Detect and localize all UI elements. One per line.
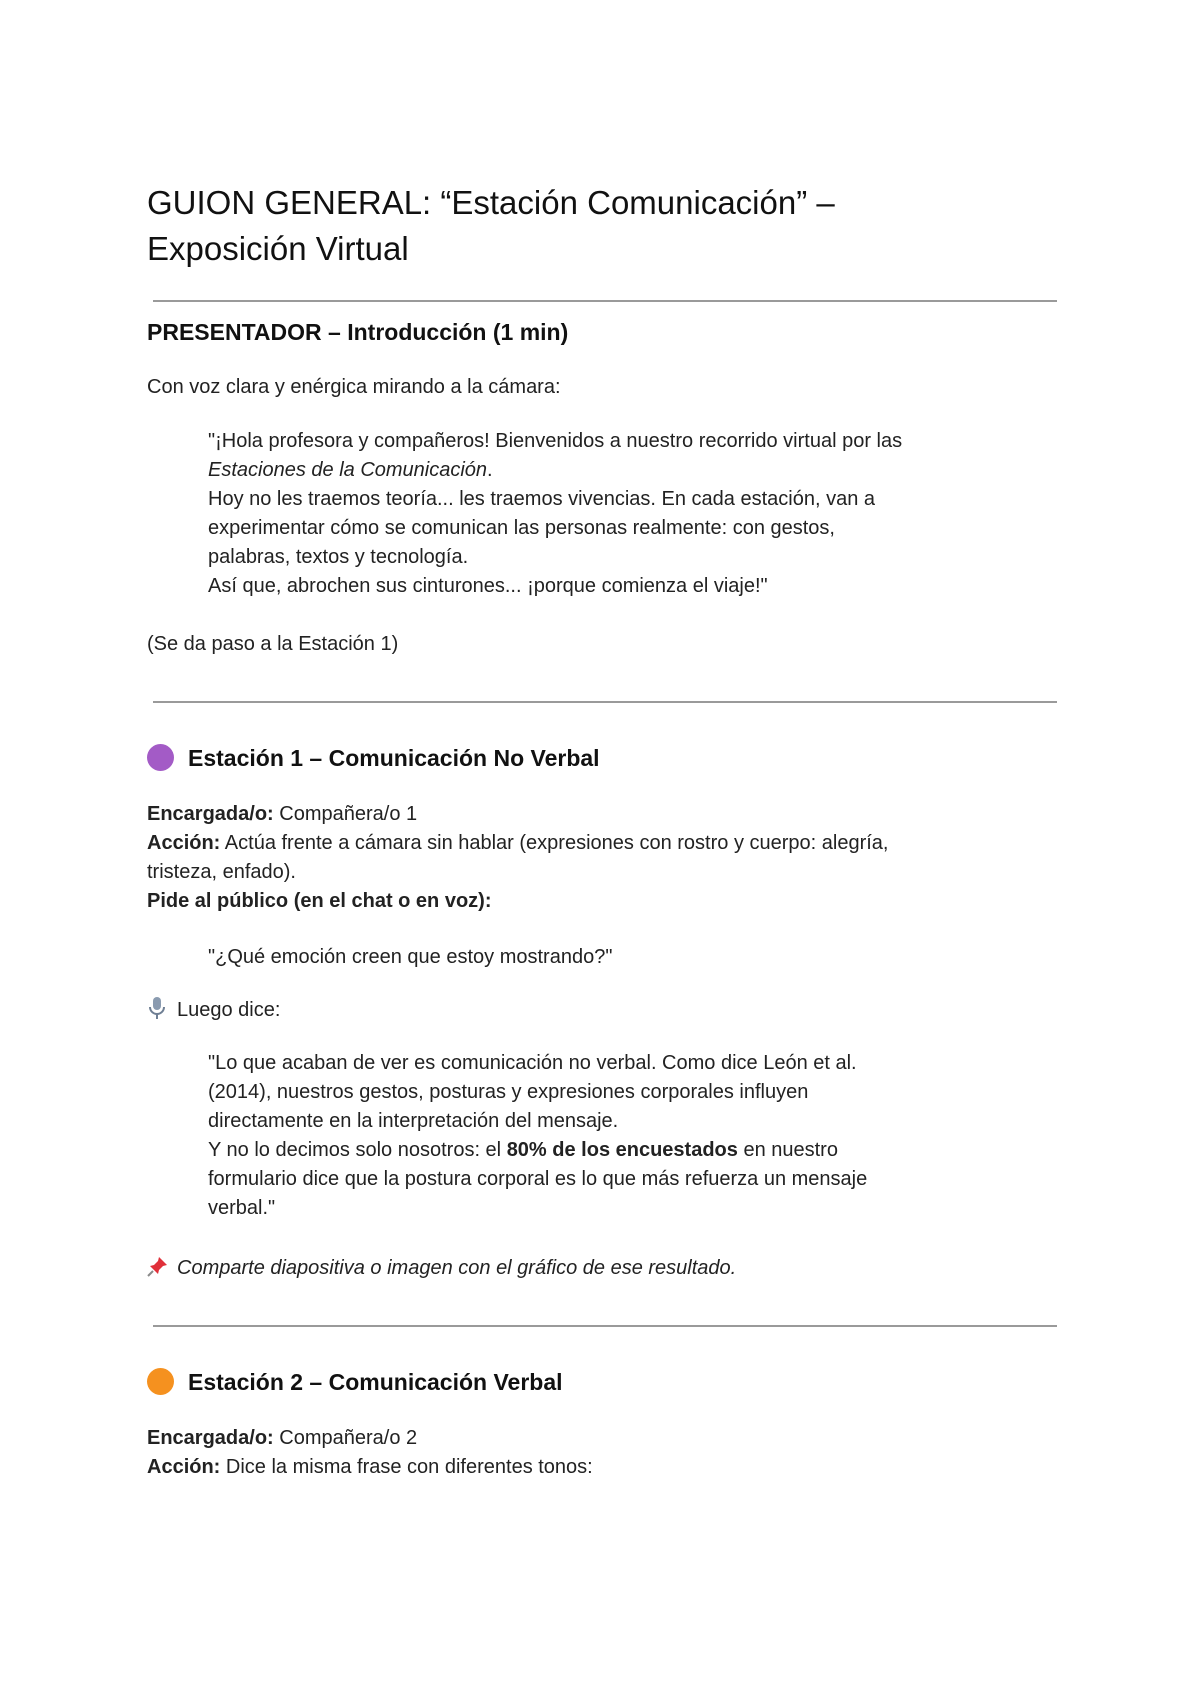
- quote-text: en nuestro: [737, 1139, 838, 1161]
- quote-line: "¡Hola profesora y compañeros! Bienvenidos a nuestro recorrido virtual por las: [208, 430, 903, 452]
- station2-heading-row: [147, 1367, 563, 1397]
- station1-accion: [147, 829, 888, 858]
- presenter-quote: [208, 427, 902, 601]
- quote-italic-text: Estaciones de la Comunicación: [208, 459, 488, 481]
- quote-line: verbal.": [208, 1197, 276, 1219]
- quote-line: Hoy no les traemos teoría... les traemos vivencias. En cada estación, van a: [208, 488, 875, 510]
- quote-bold-text: 80% de los encuestados: [506, 1139, 738, 1161]
- station2-heading: Estación 2 – Comunicación Verbal: [188, 1369, 563, 1395]
- encargada-label: Encargada/o:: [147, 803, 274, 825]
- quote-line: "Lo que acaban de ver es comunicación no verbal. Como dice León et al.: [208, 1052, 857, 1074]
- quote-line: Así que, abrochen sus cinturones... ¡porque comienza el viaje!": [208, 575, 768, 597]
- divider: [153, 701, 1057, 703]
- quote-line: palabras, textos y tecnología.: [208, 546, 469, 568]
- encargada-value: Compañera/o 2: [273, 1427, 418, 1449]
- encargada-label: Encargada/o:: [147, 1427, 274, 1449]
- accion-label: Acción:: [147, 832, 221, 854]
- station1-question: [208, 943, 612, 972]
- quote-line: directamente en la interpretación del mensaje.: [208, 1110, 619, 1132]
- presenter-heading: PRESENTADOR – Introducción (1 min): [147, 319, 569, 345]
- title-line-2: Exposición Virtual: [147, 230, 409, 267]
- share-note: Comparte diapositiva o imagen con el gráfico de ese resultado.: [177, 1257, 737, 1279]
- document-title: [147, 180, 1057, 272]
- microphone-icon: [147, 996, 169, 1029]
- station1-luego-row: [147, 996, 280, 1029]
- divider: [153, 1325, 1057, 1327]
- quote-line: experimentar cómo se comunican las personas realmente: con gestos,: [208, 517, 835, 539]
- station2-accion: [147, 1453, 593, 1482]
- question-text: "¿Qué emoción creen que estoy mostrando?": [208, 946, 613, 968]
- station1-encargada: [147, 800, 417, 829]
- divider: [153, 300, 1057, 302]
- purple-circle-icon: [147, 744, 174, 771]
- luego-text: Luego dice:: [177, 999, 281, 1021]
- orange-circle-icon: [147, 1368, 174, 1395]
- station1-pide-label: Pide al público (en el chat o en voz):: [147, 890, 492, 912]
- share-note-row: [147, 1254, 736, 1286]
- accion-value: Actúa frente a cámara sin hablar (expresiones con rostro y cuerpo: alegría,: [220, 832, 889, 854]
- encargada-value: Compañera/o 1: [273, 803, 418, 825]
- station1-accion-cont: tristeza, enfado).: [147, 861, 296, 883]
- quote-line: (2014), nuestros gestos, posturas y expresiones corporales influyen: [208, 1081, 809, 1103]
- quote-period: .: [487, 459, 493, 481]
- quote-line: [208, 1136, 867, 1165]
- pushpin-icon: [147, 1255, 171, 1286]
- accion-value: Dice la misma frase con diferentes tonos:: [220, 1456, 593, 1478]
- station1-heading-row: [147, 743, 600, 773]
- quote-line: formulario dice que la postura corporal es lo que más refuerza un mensaje: [208, 1168, 868, 1190]
- presenter-instruction: Con voz clara y enérgica mirando a la cámara:: [147, 376, 561, 398]
- quote-text: Y no lo decimos solo nosotros: el: [208, 1139, 507, 1161]
- accion-label: Acción:: [147, 1456, 221, 1478]
- transition-note: (Se da paso a la Estación 1): [147, 633, 399, 655]
- station1-quote: [208, 1049, 867, 1223]
- station2-encargada: [147, 1424, 417, 1453]
- quote-line: [208, 456, 902, 485]
- station1-heading: Estación 1 – Comunicación No Verbal: [188, 745, 600, 771]
- title-line-1: GUION GENERAL: “Estación Comunicación” –: [147, 184, 835, 221]
